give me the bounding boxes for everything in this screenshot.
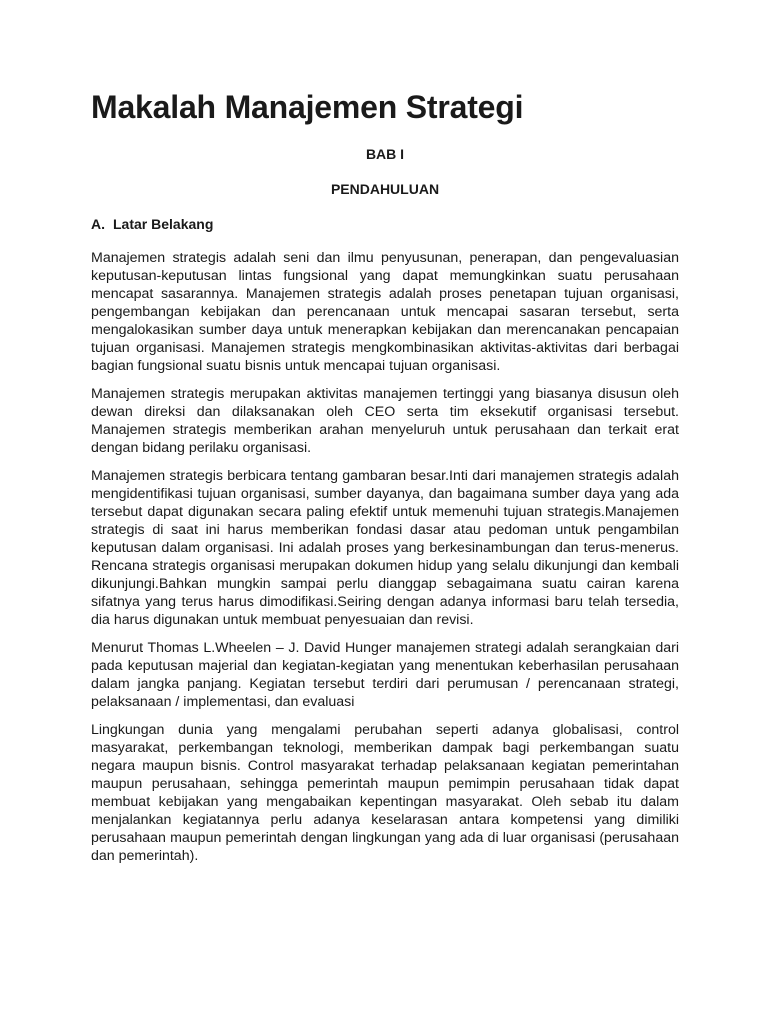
paragraph-2: Manajemen strategis merupakan aktivitas manajemen tertinggi yang biasanya disusun oleh dewan direksi dan dilaksanakan oleh CEO serta tim eksekutif organisasi tersebut. Manajemen strategis memberikan arahan menyeluruh untuk perusahaan dan terkait erat dengan bidang perilaku organisasi. bbox=[91, 386, 679, 457]
paragraph-3: Manajemen strategis berbicara tentang gambaran besar.Inti dari manajemen strategis adalah mengidentifikasi tujuan organisasi, sumber dayanya, dan bagaimana sumber daya yang ada tersebut dapat digunakan secara paling efektif untuk memenuhi tujuan strategis.Manajemen strategis di saat ini harus memberikan fondasi dasar atau pedoman untuk pengambilan keputusan dalam organisasi. Ini adalah proses yang berkesinambungan dan terus-menerus. Rencana strategis organisasi merupakan dokumen hidup yang selalu dikunjungi dan kembali dikunjungi.Bahkan mungkin sampai perlu dianggap sebagaimana suatu cairan karena sifatnya yang terus harus dimodifikasi.Seiring dengan adanya informasi baru telah tersedia, dia harus digunakan untuk membuat penyesuaian dan revisi. bbox=[91, 468, 679, 629]
paragraph-1: Manajemen strategis adalah seni dan ilmu penyusunan, penerapan, dan pengevaluasian keputusan-keputusan lintas fungsional yang dapat memungkinkan suatu perusahaan mencapat sasarannya. Manajemen strategis adalah proses penetapan tujuan organisasi, pengembangan kebijakan dan perencanaan untuk mencapai sasaran tersebut, serta mengalokasikan sumber daya untuk menerapkan kebijakan dan merencanakan pencapaian tujuan organisasi. Manajemen strategis mengkombinasikan aktivitas-aktivitas dari berbagai bagian fungsional suatu bisnis untuk mencapai tujuan organisasi. bbox=[91, 250, 679, 375]
section-number: A. bbox=[91, 216, 105, 233]
section-heading bbox=[91, 215, 679, 233]
section-title: Latar Belakang bbox=[113, 216, 214, 233]
document-title: Makalah Manajemen Strategi bbox=[91, 89, 524, 125]
chapter-number: BAB I bbox=[365, 146, 405, 163]
paragraph-4: Menurut Thomas L.Wheelen – J. David Hunger manajemen strategi adalah serangkaian dari pada keputusan majerial dan kegiatan-kegiatan yang menentukan keberhasilan perusahaan dalam jangka panjang. Kegiatan tersebut terdiri dari perumusan / perencanaan strategi, pelaksanaan / implementasi, dan evaluasi bbox=[91, 640, 679, 711]
chapter-title: PENDAHULUAN bbox=[330, 181, 440, 198]
document-page bbox=[91, 90, 679, 875]
paragraph-5: Lingkungan dunia yang mengalami perubahan seperti adanya globalisasi, control masyarakat, perkembangan teknologi, memberikan dampak bagi perkembangan suatu negara maupun bisnis. Control masyarakat terhadap pelaksanaan kegiatan pemerintahan maupun perusahaan, sehingga pemerintah maupun pemimpin perusahaan tidak dapat membuat kebijakan yang mengabaikan kepentingan masyarakat. Oleh sebab itu dalam menjalankan kegiatannya perlu adanya keselarasan antara kompetensi yang dimiliki perusahaan maupun pemerintah dengan lingkungan yang ada di luar organisasi (perusahaan dan pemerintah). bbox=[91, 722, 679, 865]
